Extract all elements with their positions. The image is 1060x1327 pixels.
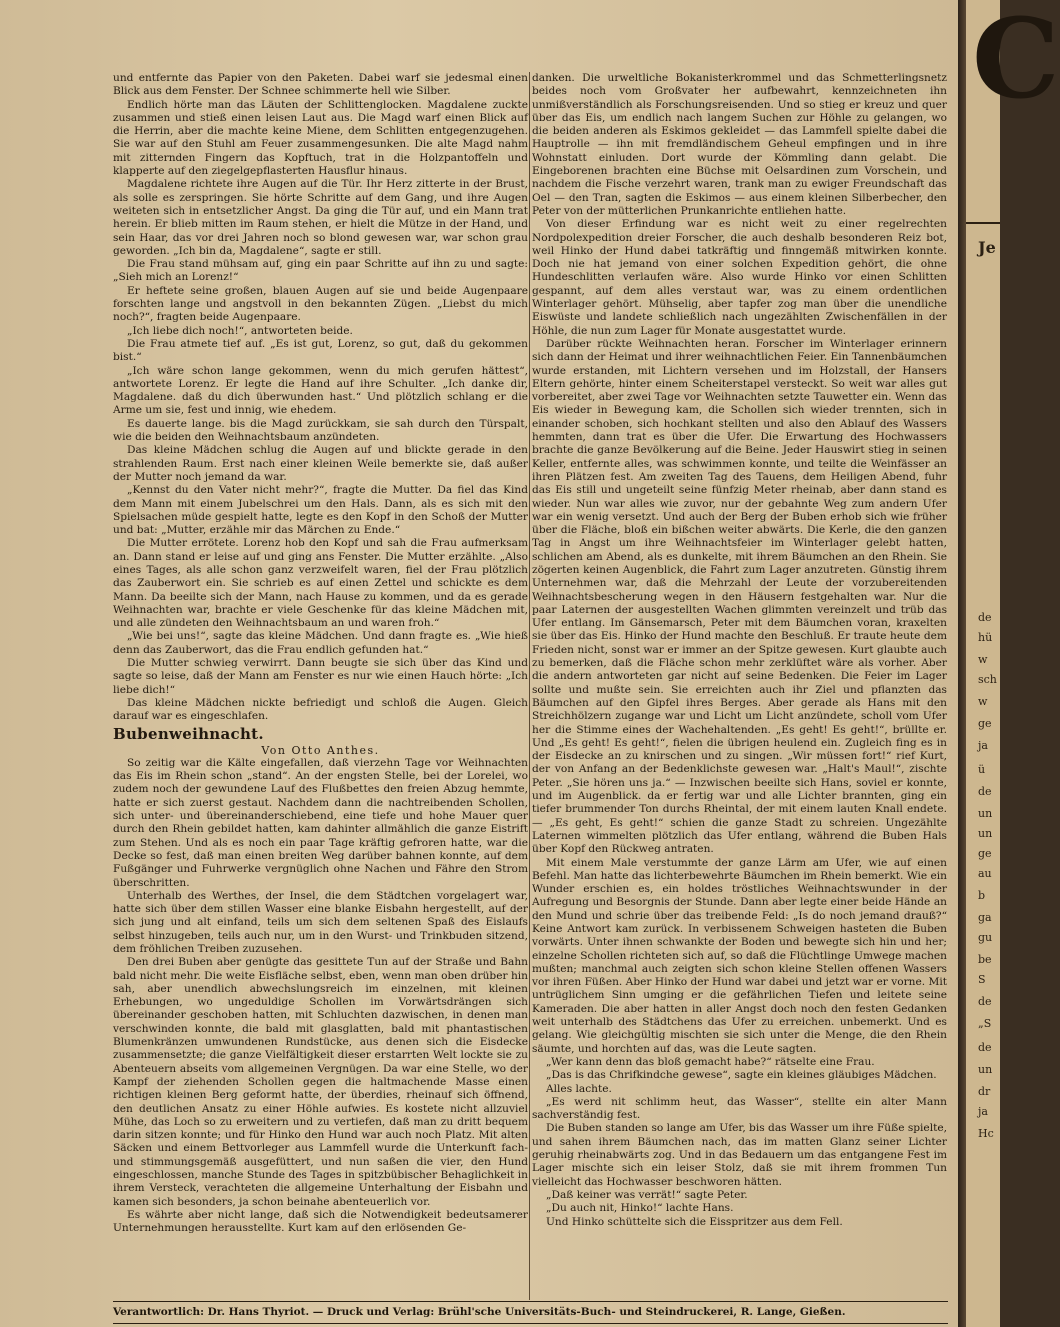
story-bubenweihnacht-continued xyxy=(532,72,947,1229)
paragraph: Und Hinko schüttelte sich die Eisspritzer aus dem Fell. xyxy=(546,1215,843,1228)
paragraph: „Kennst du den Vater nicht mehr?“, fragte die Mutter. Da fiel das Kind dem Mann mit einem Jubelschrei um den Hals. Dann, als es sich mit den Spielsachen müde gespielt hatte, legte es den Kopf in den Schoß der Mutter und bat: „Mutter, erzähle mir das Märchen zu Ende.“ xyxy=(113,484,528,537)
paragraph: „Das is das Chrifkindche gewese“, sagte ein kleines gläubiges Mädchen. xyxy=(546,1069,937,1082)
adjacent-page-fragment: ge xyxy=(978,847,992,860)
left-column xyxy=(113,72,528,1236)
paragraph: Endlich hörte man das Läuten der Schlittenglocken. Magdalene zuckte zusammen und stieß einen leisen Laut aus. Die Magd warf einen Blick auf die Herrin, aber die machte keine Miene, dem Schlitten entgegenzugehen. Sie war auf den Stuhl am Feuer zusammengesunken. Die alte Magd nahm mit zitternden Fingern das Kopftuch, trat in die Holzpantoffeln und klapperte auf den ziegelgepflasterten Hausflur hinaus. xyxy=(113,98,528,178)
right-column xyxy=(532,72,947,1229)
footer-rule-top xyxy=(113,1301,948,1302)
adjacent-page-fragment: be xyxy=(978,953,992,966)
binding-spine xyxy=(958,0,966,1327)
paragraph: Er heftete seine großen, blauen Augen auf sie und beide Augenpaare forschten lange und angstvoll in den bekannten Zügen. „Liebst du mich noch?“, fragten beide Augenpaare. xyxy=(113,284,528,324)
paragraph: Den drei Buben aber genügte das gesittete Tun auf der Straße und Bahn bald nicht mehr. Die weite Eisfläche selbst, eben, wenn man oben drüber hin sah, aber unendlich abwechslungsreich im einzelnen, mit kleinen Erhebungen, wo ungeduldige Schollen im Vorwärtsdrängen sich übereinander geschoben hatten, mit Schluchten dazwischen, in denen man verschwinden konnte, die bald mit glasglatten, bald mit phantastischen Blumenkränzen umwundenen Rundstücke, aus denen sich die Eisdecke zusammensetzte; die ganze Vielfältigkeit dieser erstarrten Welt lockte sie zu Abenteuern abseits vom allgemeinen Vergnügen. Da war eine Stelle, wo der Kampf der ziehenden Schollen gegen die haltmachende Masse einen richtigen kleinen Berg geformt hatte, der überdies, rheinauf sich öffnend, den deutlichen Ansatz zu einer Höhle aufwies. Es kostete nicht allzuviel Mühe, das Loch so zu erweitern und zu vertiefen, daß man zu dritt bequem darin sitzen konnte; und für Hinko den Hund war auch noch Platz. Mit alten Säcken und einem Bettvorleger aus Lammfell wurde die Unterkunft fach- und stimmungsgemäß ausgefüttert, und nun saßen die vier, den Hund eingeschlossen, manche Stunde des Tages in spitzbübischer Behaglichkeit in ihrem Versteck, verachteten die allgemeine Unterhaltung der Eisbahn und kamen sich besonders, ja schon beinahe abenteuerlich vor. xyxy=(113,956,528,1208)
adjacent-page-fragment: ge xyxy=(978,717,992,730)
adjacent-page-fragment: de xyxy=(978,611,992,624)
paragraph: „Ich liebe dich noch!“, antworteten beide. xyxy=(127,324,353,337)
paragraph: „Wie bei uns!“, sagte das kleine Mädchen. Und dann fragte es. „Wie hieß denn das Zauberwort, das die Frau endlich gefunden hat.“ xyxy=(113,630,528,656)
adjacent-page-rule xyxy=(966,222,1000,224)
adjacent-page-fragment: ja xyxy=(978,739,988,752)
paragraph: Die Mutter errötete. Lorenz hob den Kopf und sah die Frau aufmerksam an. Dann stand er leise auf und ging ans Fenster. Die Mutter erzählte. „Also eines Tages, als alle schon ganz verzweifelt waren, fiel der Frau plötzlich das Zauberwort ein. Sie schrieb es auf einen Zettel und schickte es dem Mann. Da beeilte sich der Mann, nach Hause zu kommen, und da es gerade Weihnachten war, brachte er viele Geschenke für das kleine Mädchen mit, und alle zündeten den Weihnachtsbaum an und waren froh.“ xyxy=(113,537,528,630)
adjacent-page-fragment: ü xyxy=(978,763,986,776)
adjacent-page-fragment: un xyxy=(978,827,993,840)
adjacent-page-fragment: „S xyxy=(978,1017,992,1030)
paragraph: Die Buben standen so lange am Ufer, bis das Wasser um ihre Füße spielte, und sahen ihrem Bäumchen nach, das im matten Glanz seiner Lichter geruhig rheinabwärts zog. Und in das Bedauern um das entgangene Fest im Lager mischte sich ein leiser Stolz, daß sie mit ihrem frommen Tun vielleicht das Hochwasser beschworen hätten. xyxy=(532,1122,947,1188)
paragraph: „Wer kann denn das bloß gemacht habe?“ rätselte eine Frau. xyxy=(546,1055,875,1068)
paragraph: und entfernte das Papier von den Paketen. Dabei warf sie jedesmal einen Blick aus dem Fenster. Der Schnee schimmerte hell wie Silber. xyxy=(113,72,528,98)
adjacent-page-fragment: S xyxy=(978,973,986,986)
story-author: Von Otto Anthes. xyxy=(261,743,380,757)
adjacent-page-fragment: Je xyxy=(978,238,996,257)
paragraph: Es währte aber nicht lange, daß sich die Notwendigkeit bedeutsamerer Unternehmungen herausstellte. Kurt kam auf den erlösenden Ge- xyxy=(113,1208,528,1235)
adjacent-page-fragment: de xyxy=(978,1041,992,1054)
paragraph: Die Frau atmete tief auf. „Es ist gut, Lorenz, so gut, daß du gekommen bist.“ xyxy=(113,337,528,364)
paragraph: danken. Die urweltliche Bokanisterkrommel und das Schmetterlingsnetz beides noch vom Großvater her aufbewahrt, kennzeichneten ihn unmißverständlich als Forschungsreisenden. Und so stieg er kreuz und quer über das Eis, um endlich nach langem Suchen zur Höhle zu gelangen, wo die beiden anderen als Eskimos gekleidet — das Lammfell spielte dabei die Hauptrolle — ihn mit fremdländischem Geheul empfingen und in ihre Wohnstatt einluden. Dort wurde der Kömmling dann gelabt. Die Eingeborenen brachten eine Büchse mit Oelsardinen zum Vorschein, und nachdem die Fische verzehrt waren, trank man zu ewiger Freundschaft das Oel — den Tran, sagten die Eskimos — aus einem kleinen Silberbecher, den Peter von der mütterlichen Prunkanrichte entliehen hatte. xyxy=(532,72,947,217)
paragraph: Das kleine Mädchen nickte befriedigt und schloß die Augen. Gleich darauf war es eingeschlafen. xyxy=(113,696,528,723)
adjacent-page-fragment: ja xyxy=(978,1105,988,1118)
adjacent-page-fragment: au xyxy=(978,867,992,880)
story-magdalene xyxy=(113,72,528,724)
paragraph: Alles lachte. xyxy=(546,1082,612,1095)
paragraph: Magdalene richtete ihre Augen auf die Tür. Ihr Herz zitterte in der Brust, als solle es zerspringen. Sie hörte Schritte auf dem Gang, und ihre Augen weiteten sich in entsetzlicher Angst. Da ging die Tür auf, und ein Mann trat herein. Er blieb mitten im Raum stehen, er hielt die Mütze in der Hand, und sein Haar, das vor drei Jahren noch so blond gewesen war, war schon grau geworden. „Ich bin da, Magdalene“, sagte er still. xyxy=(113,178,528,257)
adjacent-page-fragment: Hc xyxy=(978,1127,994,1140)
adjacent-page-fragment: un xyxy=(978,1063,993,1076)
adjacent-page-fragment: de xyxy=(978,995,992,1008)
paragraph: Darüber rückte Weihnachten heran. Forscher im Winterlager erinnern sich dann der Heimat und ihrer weihnachtlichen Feier. Ein Tannenbäumchen wurde erstanden, mit Lichtern versehen und im Holzstall, der Hansers Eltern gehörte, hinter einem Scheiterstapel versteckt. So weit war alles gut vorbereitet, aber zwei Tage vor Weihnachten setzte Tauwetter ein. Wenn das Eis wieder in Bewegung kam, die Schollen sich wieder trennten, sich in einander schoben, sich hochkant stellten und also den Ablauf des Wassers hemmten, dann trat es über die Ufer. Die Erwartung des Hochwassers brachte die ganze Bevölkerung auf die Beine. Jeder Hauswirt stieg in seinen Keller, entfernte alles, was schwimmen konnte, und teilte die Weinfässer an ihren Plätzen fest. Am zweiten Tag des Tauens, dem Heiligen Abend, fuhr das Eis still und ungeteilt seine fünfzig Meter rheinab, aber dann stand es wieder. Nun war alles wie zuvor, nur der gebahnte Weg zum andern Ufer war ein wenig versetzt. Und auch der Berg der Buben erhob sich wie früher über die Fläche, bloß ein bißchen weiter abwärts. Die Kerle, die den ganzen Tag in Angst um ihre Weihnachtsfeier im Winterlager gelebt hatten, schlichen am Abend, als es dunkelte, mit ihrem Bäumchen an den Rhein. Sie zögerten keinen Augenblick, die Fahrt zum Lager anzutreten. Günstig ihrem Unternehmen war, daß die Mehrzahl der Leute der vorzubereitenden Weihnachtsbescherung wegen in den Häusern festgehalten war. Nur die paar Laternen der ausgestellten Wachen glimmten vereinzelt und trüb das Ufer entlang. Im Gänsemarsch, Peter mit dem Bäumchen voran, kraxelten sie über das Eis. Hinko der Hund machte den Beschluß. Er traute heute dem Frieden nicht, sonst war er immer an der Spitze gewesen. Kurt glaubte auch zu bemerken, daß die Fläche schon mehr zerklüftet wäre als vorher. Aber die andern antworteten gar nicht auf seine Bedenken. Die Feier im Lager sollte und mußte sein. Sie erreichten auch ihr Ziel und pflanzten das Bäumchen auf den Gipfel ihres Berges. Aber gerade als Hans mit den Streichhölzern zugange war und Licht um Licht anzündete, scholl vom Ufer her die Stimme eines der Wachehaltenden. „Es geht! Es geht!“, brüllte er. Und „Es geht! Es geht!“, fielen die übrigen heulend ein. Zugleich fing es in der Eisdecke an zu knirschen und zu singen. „Wir müssen fort!“ rief Kurt, der von Anfang an der Bedenklichste gewesen war. „Halt's Maul!“, zischte Peter. „Sie hören uns ja.“ — Inzwischen beeilte sich Hans, soviel er konnte, und im Augenblick. da er fertig war und alle Lichter brannten, ging ein tiefer brummender Ton durchs Rheintal, der mit einem lauten Knall endete. — „Es geht, Es geht!“ schien die ganze Stadt zu schreien. Ungezählte Laternen wimmelten plötzlich das Ufer entlang, während die Buben Hals über Kopf den Rückweg antraten. xyxy=(532,337,947,856)
paragraph: So zeitig war die Kälte eingefallen, daß vierzehn Tage vor Weihnachten das Eis im Rhein schon „stand“. An der engsten Stelle, bei der Lorelei, wo zudem noch der gewundene Lauf des Flußbettes den freien Abzug hemmte, hatte er sich zuerst gestaut. Nachdem dann die nachtreibenden Schollen, sich unter- und übereinanderschiebend, eine tiefe und hohe Mauer quer durch den Rhein gebildet hatten, kam dahinter allmählich die ganze Eistrift zum Stehen. Und als es noch ein paar Tage kräftig gefroren hatte, war die Decke so fest, daß man einen breiten Weg darüber bahnen konnte, auf dem Fußgänger und Fuhrwerke vergnüglich ohne Nachen und Fähre den Strom überschritten. xyxy=(113,756,528,889)
adjacent-page-fragment: w xyxy=(978,653,988,666)
paragraph: Die Frau stand mühsam auf, ging ein paar Schritte auf ihn zu und sagte: „Sieh mich an Lorenz!“ xyxy=(113,258,528,284)
column-divider xyxy=(529,72,530,1300)
adjacent-page-fragment: w xyxy=(978,695,988,708)
paragraph: Die Mutter schwieg verwirrt. Dann beugte sie sich über das Kind und sagte so leise, daß der Mann am Fenster es nur wie einen Hauch hörte: „Ich liebe dich!“ xyxy=(113,657,528,696)
adjacent-page-fragment: hü xyxy=(978,631,993,644)
story-bubenweihnacht-start xyxy=(113,757,528,1236)
imprint-footer: Verantwortlich: Dr. Hans Thyriot. — Druck und Verlag: Brühl'sche Universitäts-Buch- und Steindruckerei, R. Lange, Gießen. xyxy=(113,1306,846,1318)
adjacent-page-edge xyxy=(966,0,1060,1327)
adjacent-page-fragment: ga xyxy=(978,911,992,924)
footer-rule-bottom xyxy=(113,1323,948,1324)
story-title: Bubenweihnacht. xyxy=(113,724,264,743)
adjacent-page-fragment: dr xyxy=(978,1085,991,1098)
adjacent-page-headline-letter: C xyxy=(972,0,1060,123)
adjacent-page-fragment: de xyxy=(978,785,992,798)
paragraph: Unterhalb des Werthes, der Insel, die dem Städtchen vorgelagert war, hatte sich über dem stillen Wasser eine blanke Eisbahn hergestellt, auf der sich jung und alt einfand, teils um sich dem seltenen Spaß des Eislaufs selbst hinzugeben, teils auch nur, um in den Wurst- und Trinkbuden sitzend, dem fröhlichen Treiben zuzusehen. xyxy=(113,889,528,955)
adjacent-page-fragment: b xyxy=(978,889,986,902)
adjacent-page-fragment: sch xyxy=(978,673,997,686)
paragraph: Es dauerte lange. bis die Magd zurückkam, sie sah durch den Türspalt, wie die beiden den Weihnachtsbaum anzündeten. xyxy=(113,417,528,444)
paragraph: Von dieser Erfindung war es nicht weit zu einer regelrechten Nordpolexpedition dreier Forscher, die auch deshalb besonderen Reiz bot, weil Hinko der Hund dabei tatkräftig und finngemäß mitwirken konnte. Doch nie hat jemand von einer solchen Expedition gehört, die ohne Hundeschlitten verlaufen wäre. Also wurde Hinko vor einen Schlitten gespannt, auf dem alles verstaut war, was zu einem ordentlichen Winterlager gehört. Mühselig, aber tapfer zog man über die unendliche Eiswüste und landete schließlich nach ungezählten Zwischenfällen in der Höhle, die nun zum Lager für Monate ausgestattet wurde. xyxy=(532,218,947,337)
paragraph: Das kleine Mädchen schlug die Augen auf und blickte gerade in den strahlenden Raum. Erst nach einer kleinen Weile bemerkte sie, daß außer der Mutter noch jemand da war. xyxy=(113,444,528,483)
adjacent-page-fragment: gu xyxy=(978,931,993,944)
paragraph: Mit einem Male verstummte der ganze Lärm am Ufer, wie auf einen Befehl. Man hatte das lichterbewehrte Bäumchen im Rhein bemerkt. Wie ein Wunder erschien es, ein holdes tröstliches Weihnachtswunder in der Aufregung und Besorgnis der Stunde. Dann aber legte einer beide Hände an den Mund und schrie über das treibende Feld: „Is do noch jemand drauß?“ Keine Antwort kam zurück. In verbissenem Schweigen hasteten die Buben vorwärts. Unter ihnen schwankte der Boden und bewegte sich hin und her; einzelne Schollen richteten sich auf, so daß die Flüchtlinge Umwege machen mußten; manchmal auch zeigten sich schon kleine Stellen offenen Wassers vor ihren Füßen. Aber Hinko der Hund war dabei und jetzt war er vorne. Mit untrüglichem Sinn umging er die gefährlichen Tiefen und leitete seine Kameraden. Die aber hatten in aller Angst doch noch den festen Gedanken weit unterhalb des Städtchens das Ufer zu erreichen. unbemerkt. Und es gelang. Wie gleichgültig mischten sie sich unter die Menge, die den Rhein säumte, und horchten auf das, was die Leute sagten. xyxy=(532,856,947,1055)
paragraph: „Es werd nit schlimm heut, das Wasser“, stellte ein alter Mann sachverständig fest. xyxy=(532,1095,947,1122)
adjacent-page-fragment: un xyxy=(978,807,993,820)
paragraph: „Du auch nit, Hinko!“ lachte Hans. xyxy=(546,1202,734,1215)
paragraph: „Daß keiner was verrät!“ sagte Peter. xyxy=(546,1188,748,1201)
paragraph: „Ich wäre schon lange gekommen, wenn du mich gerufen hättest“, antwortete Lorenz. Er legte die Hand auf ihre Schulter. „Ich danke dir, Magdalene. daß du dich überwunden hast.“ Und plötzlich schlang er die Arme um sie, fest und innig, wie ehedem. xyxy=(113,364,528,417)
